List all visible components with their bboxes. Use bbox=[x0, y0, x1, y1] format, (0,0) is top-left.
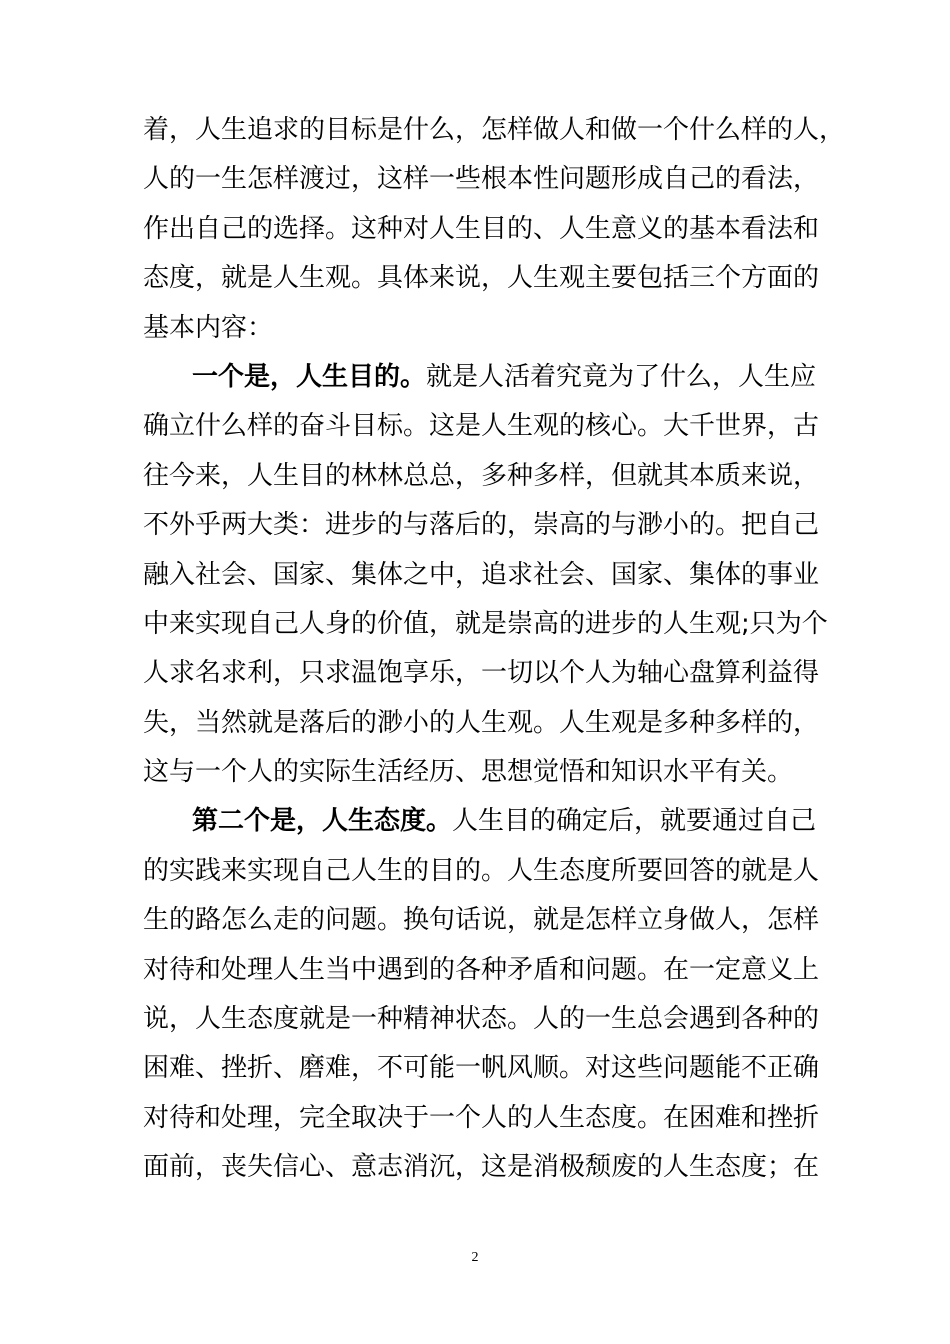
text-line: 说，人生态度就是一种精神状态。人的一生总会遇到各种的 bbox=[143, 1004, 820, 1035]
paragraph-first-line bbox=[143, 797, 817, 846]
paragraph-heading: 第二个是，人生态度。 bbox=[192, 806, 453, 837]
text-line: 这与一个人的实际生活经历、思想觉悟和知识水平有关。 bbox=[143, 757, 794, 788]
text-run: 人生目的确定后，就要通过自己 bbox=[452, 806, 817, 837]
text-line: 生的路怎么走的问题。换句话说，就是怎样立身做人，怎样 bbox=[143, 905, 820, 936]
page-number: 2 bbox=[471, 1250, 479, 1265]
text-line: 往今来，人生目的林林总总，多种多样，但就其本质来说， bbox=[143, 460, 820, 491]
text-line: 失，当然就是落后的渺小的人生观。人生观是多种多样的， bbox=[143, 707, 820, 738]
text-line: 的实践来实现自己人生的目的。人生态度所要回答的就是人 bbox=[143, 855, 820, 886]
text-line: 面前，丧失信心、意志消沉，这是消极颓废的人生态度；在 bbox=[143, 1152, 820, 1183]
text-line: 确立什么样的奋斗目标。这是人生观的核心。大千世界，古 bbox=[143, 411, 820, 442]
text-line: 困难、挫折、磨难，不可能一帆风顺。对这些问题能不正确 bbox=[143, 1053, 820, 1084]
text-line: 人的一生怎样渡过，这样一些根本性问题形成自己的看法， bbox=[143, 164, 820, 195]
text-line: 态度，就是人生观。具体来说，人生观主要包括三个方面的 bbox=[143, 263, 820, 294]
text-line: 中来实现自己人身的价值，就是崇高的进步的人生观;只为个 bbox=[143, 608, 828, 639]
text-run: 就是人活着究竟为了什么，人生应 bbox=[426, 361, 817, 392]
text-line: 对待和处理，完全取决于一个人的人生态度。在困难和挫折 bbox=[143, 1102, 820, 1133]
text-line: 融入社会、国家、集体之中，追求社会、国家、集体的事业 bbox=[143, 559, 820, 590]
text-line: 作出自己的选择。这种对人生目的、人生意义的基本看法和 bbox=[143, 213, 820, 244]
text-line: 基本内容： bbox=[143, 312, 274, 343]
paragraph-first-line bbox=[143, 353, 817, 402]
text-line: 不外乎两大类：进步的与落后的，崇高的与渺小的。把自己 bbox=[143, 510, 820, 541]
text-line: 着，人生追求的目标是什么，怎样做人和做一个什么样的人， bbox=[143, 115, 846, 145]
text-line: 人求名求利，只求温饱享乐，一切以个人为轴心盘算利益得 bbox=[143, 658, 820, 689]
paragraph-heading: 一个是，人生目的。 bbox=[192, 361, 427, 392]
text-line: 对待和处理人生当中遇到的各种矛盾和问题。在一定意义上 bbox=[143, 954, 820, 985]
body-text bbox=[143, 106, 846, 1193]
